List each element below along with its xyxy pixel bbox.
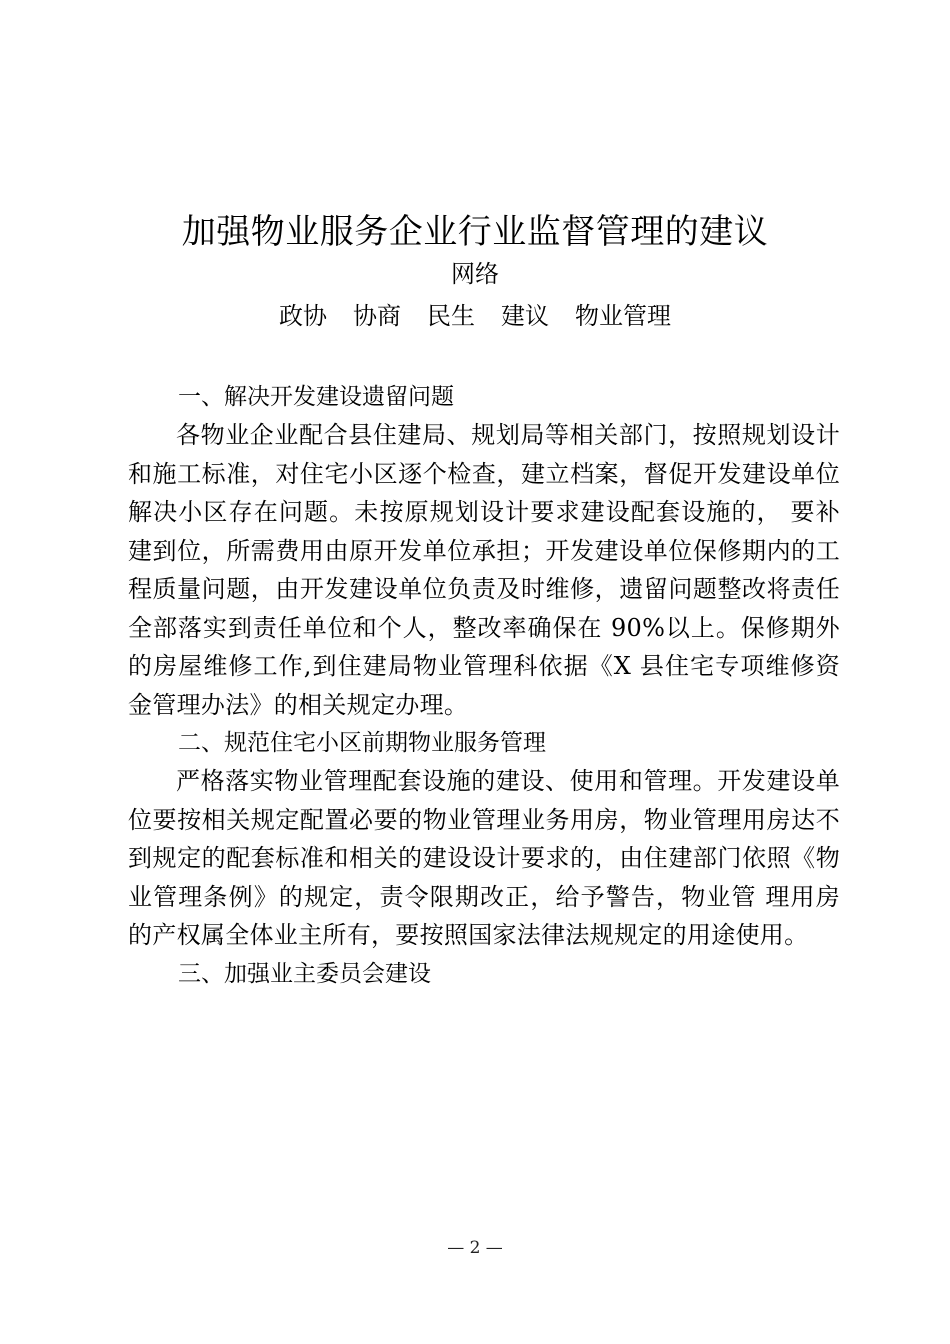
document-body <box>128 378 840 993</box>
document-title: 加强物业服务企业行业监督管理的建议 <box>181 212 769 252</box>
section-heading: 二、规范住宅小区前期物业服务管理 <box>178 730 546 756</box>
keyword-item: 协商 <box>353 302 401 330</box>
section-paragraph: 严格落实物业管理配套设施的建设、使用和管理。开发建设单位要按相关规定配置必要的物业管理业务用房，物业管理用房达不到规定的配套标准和相关的建设设计要求的，由住建部门依照《物业管理条例》的规定，责令限期改正，给予警告，物业管 理用房的产权属全体业主所有，要按照国家法律法规规定的用途使用。 <box>128 767 840 949</box>
keyword-list <box>0 298 950 334</box>
keyword-item: 物业管理 <box>575 302 671 330</box>
section-heading: 一、解决开发建设遗留问题 <box>178 384 454 410</box>
page-number: — 2 — <box>447 1238 503 1258</box>
keyword-item: 政协 <box>279 302 327 330</box>
keyword-item: 建议 <box>501 302 549 330</box>
document-author: 网络 <box>451 260 499 288</box>
keyword-item: 民生 <box>427 302 475 330</box>
section-heading: 三、加强业主委员会建设 <box>178 960 431 987</box>
section-paragraph: 各物业企业配合县住建局、规划局等相关部门，按照规划设计和施工标准，对住宅小区逐个检查，建立档案，督促开发建设单位解决小区存在问题。未按原规划设计要求建设配套设施的， 要补建到位，所需费用由原开发单位承担；开发建设单位保修期内的工程质量问题，由开发建设单位负责及时维修，遗留问题整改将责任全部落实到责任单位和个人，整改率确保在 90%以上。保修期外的房屋维修工作,到住建局物业管理科依据《X 县住宅专项维修资金管理办法》的相关规定办理。 <box>128 421 840 719</box>
